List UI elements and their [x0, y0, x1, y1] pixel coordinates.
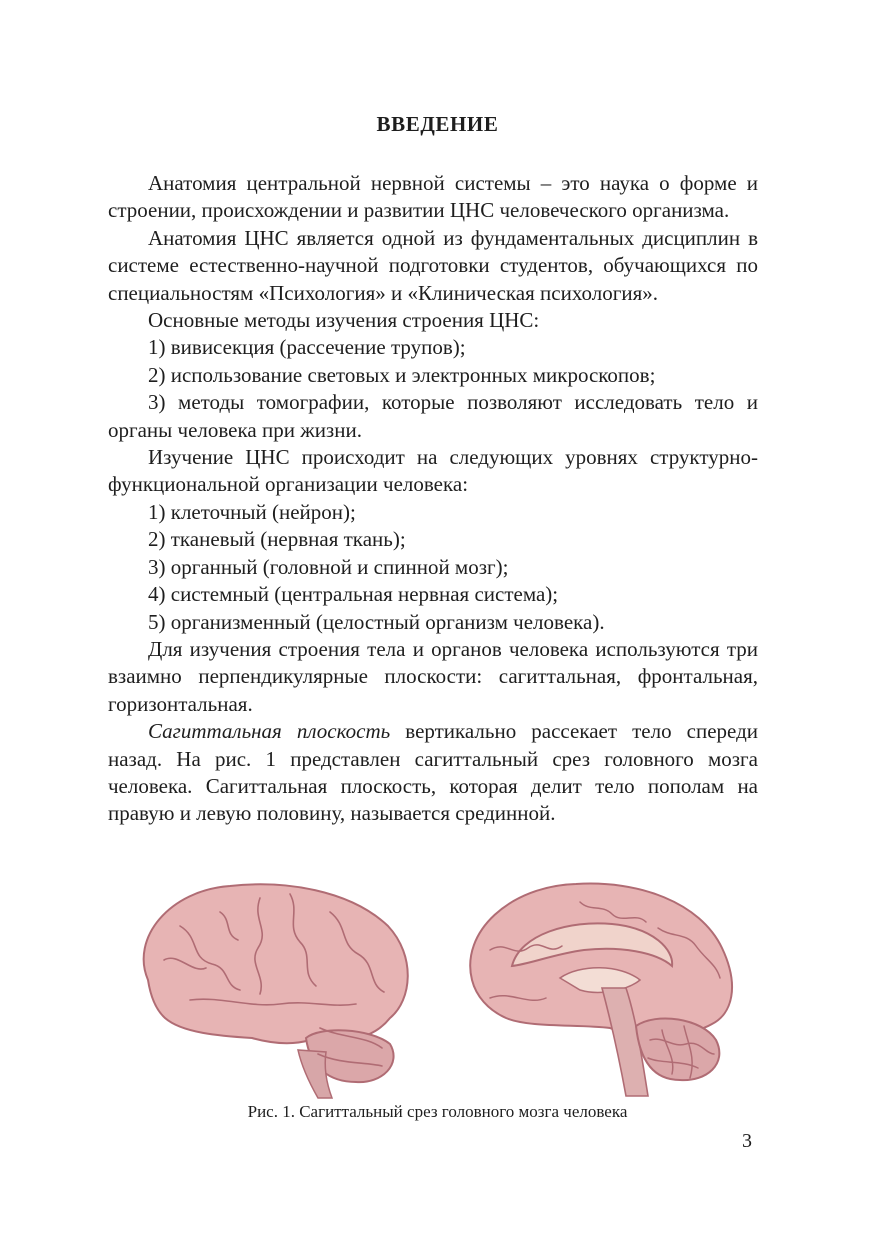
paragraph-planes: Для изучения строения тела и органов человека используются три взаимно перпендикулярные плоскости: сагиттальная, фронтальная, горизонтальная.	[108, 636, 758, 716]
term-sagittal-plane: Сагиттальная плоскость	[148, 719, 391, 744]
list-item-level: 4) системный (центральная нервная система);	[148, 582, 559, 607]
figure-brain	[120, 868, 760, 1100]
list-item-level: 2) тканевый (нервная ткань);	[148, 527, 406, 552]
page-number: 3	[742, 1130, 752, 1152]
paragraph-discipline: Анатомия ЦНС является одной из фундаментальных дисциплин в системе естественно-научной подготовки студентов, обучающихся по специальностям «Психология» и «Клиническая психология».	[108, 225, 758, 305]
paragraph-methods-intro: Основные методы изучения строения ЦНС:	[148, 308, 540, 333]
list-item-method: 2) использование световых и электронных микроскопов;	[148, 362, 656, 387]
brain-lateral-illustration	[120, 868, 420, 1100]
paragraph-sagittal	[108, 718, 758, 828]
list-item-method: 3) методы томографии, которые позволяют исследовать тело и органы человека при жизни.	[108, 390, 758, 442]
text-body	[108, 170, 758, 828]
list-item-level: 3) органный (головной и спинной мозг);	[148, 554, 509, 579]
paragraph-levels-intro: Изучение ЦНС происходит на следующих уровнях структурно-функциональной организации человека:	[108, 445, 758, 497]
page-heading: ВВЕДЕНИЕ	[376, 112, 499, 136]
figure-caption: Рис. 1. Сагиттальный срез головного мозга человека	[247, 1102, 628, 1121]
list-item-method: 1) вивисекция (рассечение трупов);	[148, 335, 466, 360]
list-item-level: 5) организменный (целостный организм человека).	[148, 609, 605, 634]
list-item-level: 1) клеточный (нейрон);	[148, 499, 356, 524]
brain-sagittal-section-illustration	[450, 868, 750, 1100]
sagittal-description: вертикально рассекает тело спереди назад. На рис. 1 представлен сагиттальный срез головного мозга человека. Сагиттальная плоскость, которая делит тело пополам на правую и левую половину, называется срединной.	[108, 719, 758, 826]
paragraph-definition: Анатомия центральной нервной системы – это наука о форме и строении, происхождении и развитии ЦНС человеческого организма.	[108, 171, 758, 223]
